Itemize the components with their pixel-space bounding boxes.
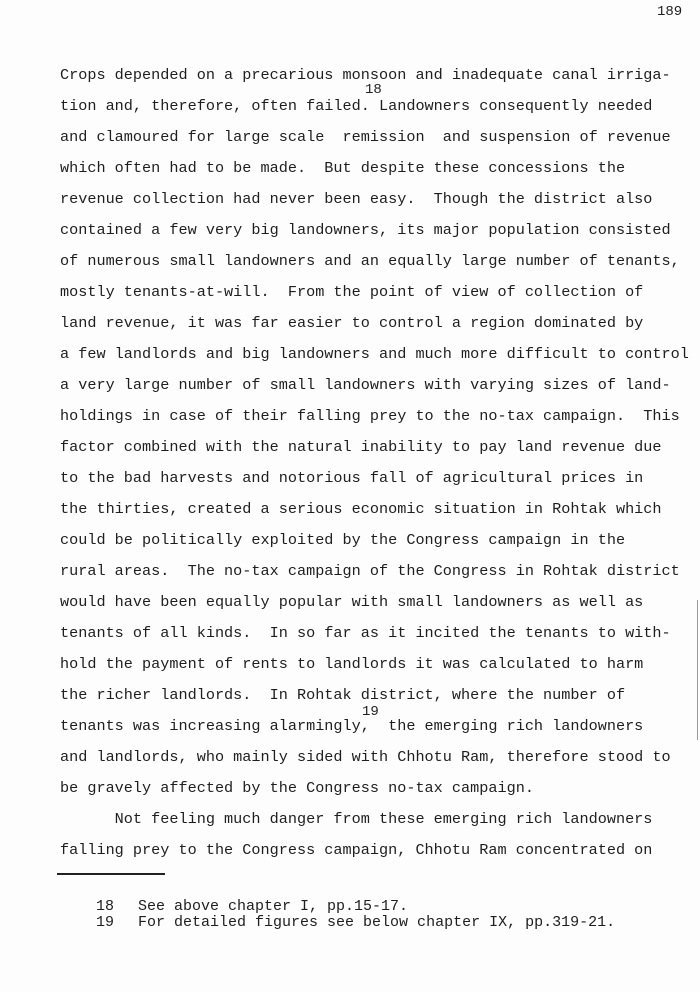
text-line: land revenue, it was far easier to control a region dominated by <box>60 314 644 332</box>
scan-edge-line <box>697 600 698 740</box>
text-line: tion and, therefore, often failed. Landowners consequently needed <box>60 97 653 115</box>
text-line: a very large number of small landowners with varying sizes of land- <box>60 376 671 394</box>
page-number: 189 <box>657 4 683 20</box>
text-line: be gravely affected by the Congress no-tax campaign. <box>60 779 534 797</box>
text-line: the richer landlords. In Rohtak district, where the number of <box>60 686 626 704</box>
footnote-number: 19 <box>96 914 115 931</box>
footnote-number: 18 <box>96 898 115 915</box>
footnote-text: See above chapter I, pp.15-17. <box>138 898 409 915</box>
text-line: to the bad harvests and notorious fall of agricultural prices in <box>60 469 644 487</box>
text-line: falling prey to the Congress campaign, Chhotu Ram concentrated on <box>60 841 653 859</box>
text-line: a few landlords and big landowners and much more difficult to control <box>60 345 689 363</box>
footnote-ref-19: 19 <box>362 704 379 720</box>
text-line: revenue collection had never been easy. Though the district also <box>60 190 653 208</box>
footnote-divider <box>57 873 165 875</box>
text-line: holdings in case of their falling prey to the no-tax campaign. This <box>60 407 680 425</box>
footnote-ref-18: 18 <box>365 82 382 98</box>
text-line: tenants of all kinds. In so far as it incited the tenants to with- <box>60 624 671 642</box>
text-line: factor combined with the natural inability to pay land revenue due <box>60 438 662 456</box>
footnote-19 <box>60 899 615 947</box>
text-line: the thirties, created a serious economic situation in Rohtak which <box>60 500 662 518</box>
footnote-text: For detailed figures see below chapter IX, pp.319-21. <box>138 914 616 931</box>
text-line: and landlords, who mainly sided with Chhotu Ram, therefore stood to <box>60 748 671 766</box>
text-line: hold the payment of rents to landlords it was calculated to harm <box>60 655 644 673</box>
text-line: and clamoured for large scale remission and suspension of revenue <box>60 128 671 146</box>
text-line: rural areas. The no-tax campaign of the Congress in Rohtak district <box>60 562 680 580</box>
text-line: would have been equally popular with small landowners as well as <box>60 593 644 611</box>
text-line: could be politically exploited by the Congress campaign in the <box>60 531 626 549</box>
text-line: mostly tenants-at-will. From the point of view of collection of <box>60 283 644 301</box>
text-line: Not feeling much danger from these emerging rich landowners <box>60 810 653 828</box>
text-line: contained a few very big landowners, its major population consisted <box>60 221 671 239</box>
text-line: which often had to be made. But despite these concessions the <box>60 159 626 177</box>
text-line: Crops depended on a precarious monsoon and inadequate canal irriga- <box>60 66 671 84</box>
text-line: of numerous small landowners and an equally large number of tenants, <box>60 252 680 270</box>
text-line: tenants was increasing alarmingly, the emerging rich landowners <box>60 717 644 735</box>
